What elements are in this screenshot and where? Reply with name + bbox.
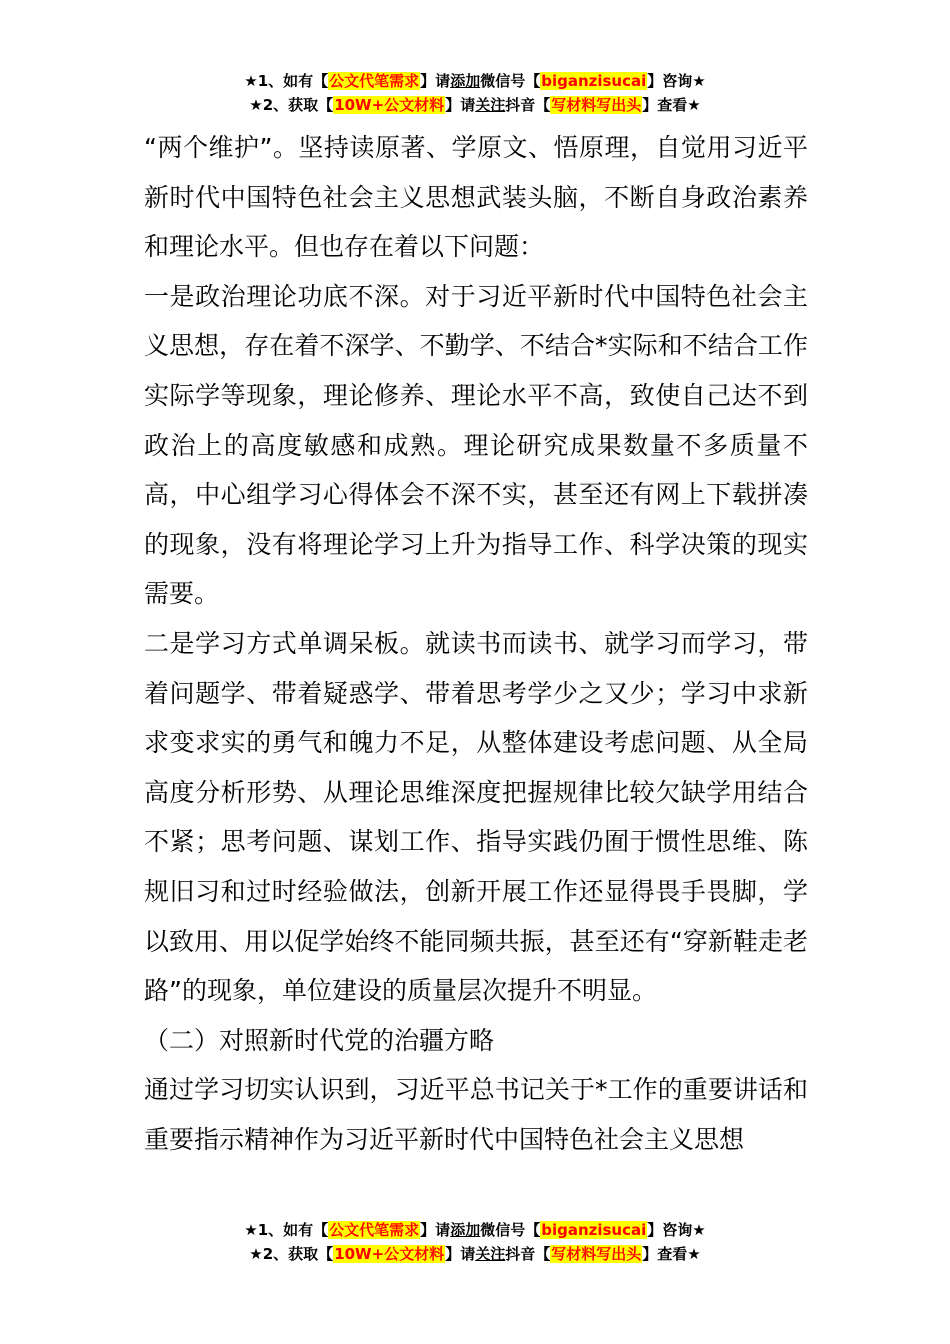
banner-text: 】查看★ [642,1245,701,1263]
banner-text: 微信号【 [480,1221,541,1239]
top-banner [0,70,950,118]
paragraph-problem-one: 一是政治理论功底不深。对于习近平新时代中国特色社会主义思想，存在着不深学、不勤学、不结合*实际和不结合工作实际学等现象，理论修养、理论水平不高，致使自己达不到政治上的高度敏感和成熟。理论研究成果数量不多质量不高，中心组学习心得体会不深不实，甚至还有网上下载拼凑的现象，没有将理论学习上升为指导工作、科学决策的现实需要。 [144,281,808,609]
underlined-text: 添加 [450,1221,481,1239]
banner-text: 抖音【 [505,1245,551,1263]
highlight-text: 公文代笔需求 [329,1221,420,1239]
paragraph-problem-two: 二是学习方式单调呆板。就读书而读书、就学习而学习，带着问题学、带着疑惑学、带着思考学少之又少；学习中求新求变求实的勇气和魄力不足，从整体建设考虑问题、从全局高度分析形势、从理论思维深度把握规律比较欠缺学用结合不紧；思考问题、谋划工作、指导实践仍囿于惯性思维、陈规旧习和过时经验做法，创新开展工作还显得畏手畏脚，学以致用、用以促学始终不能同频共振，甚至还有“穿新鞋走老路”的现象，单位建设的质量层次提升不明显。 [144,628,808,1006]
underlined-text: 添加 [450,72,481,90]
highlight-text: 写材料写出头 [551,1245,642,1263]
bottom-banner [0,1219,950,1267]
banner-line-2 [0,94,950,118]
section-heading: （二）对照新时代党的治疆方略 [144,1025,495,1055]
banner-text: ★2、获取【 [249,96,334,114]
banner-text: 抖音【 [505,96,551,114]
highlight-text: 公文代笔需求 [329,72,420,90]
highlight-text: 10W+公文材料 [334,96,445,114]
banner-text: ★1、如有【 [244,72,329,90]
banner-text: 微信号【 [480,72,541,90]
underlined-text: 关注 [475,96,506,114]
highlight-text: biganzisucai [541,72,647,90]
highlight-text: biganzisucai [541,1221,647,1239]
paragraph-intro: “两个维护”。坚持读原著、学原文、悟原理，自觉用习近平新时代中国特色社会主义思想武装头脑，不断自身政治素养和理论水平。但也存在着以下问题： [144,133,808,262]
banner-text: 】查看★ [642,96,701,114]
paragraph-section-two: 通过学习切实认识到，习近平总书记关于*工作的重要讲话和重要指示精神作为习近平新时代中国特色社会主义思想 [144,1075,808,1154]
highlight-text: 写材料写出头 [551,96,642,114]
highlight-text: 10W+公文材料 [334,1245,445,1263]
banner-text: ★1、如有【 [244,1221,329,1239]
banner-text: ★2、获取【 [249,1245,334,1263]
banner-text: 】请 [420,72,451,90]
banner-line-1 [0,70,950,94]
banner-line-2 [0,1243,950,1267]
banner-text: 】请 [445,1245,476,1263]
banner-text: 】咨询★ [647,72,706,90]
underlined-text: 关注 [475,1245,506,1263]
banner-text: 】请 [420,1221,451,1239]
banner-text: 】咨询★ [647,1221,706,1239]
banner-text: 】请 [445,96,476,114]
document-body [144,123,808,1164]
banner-line-1 [0,1219,950,1243]
